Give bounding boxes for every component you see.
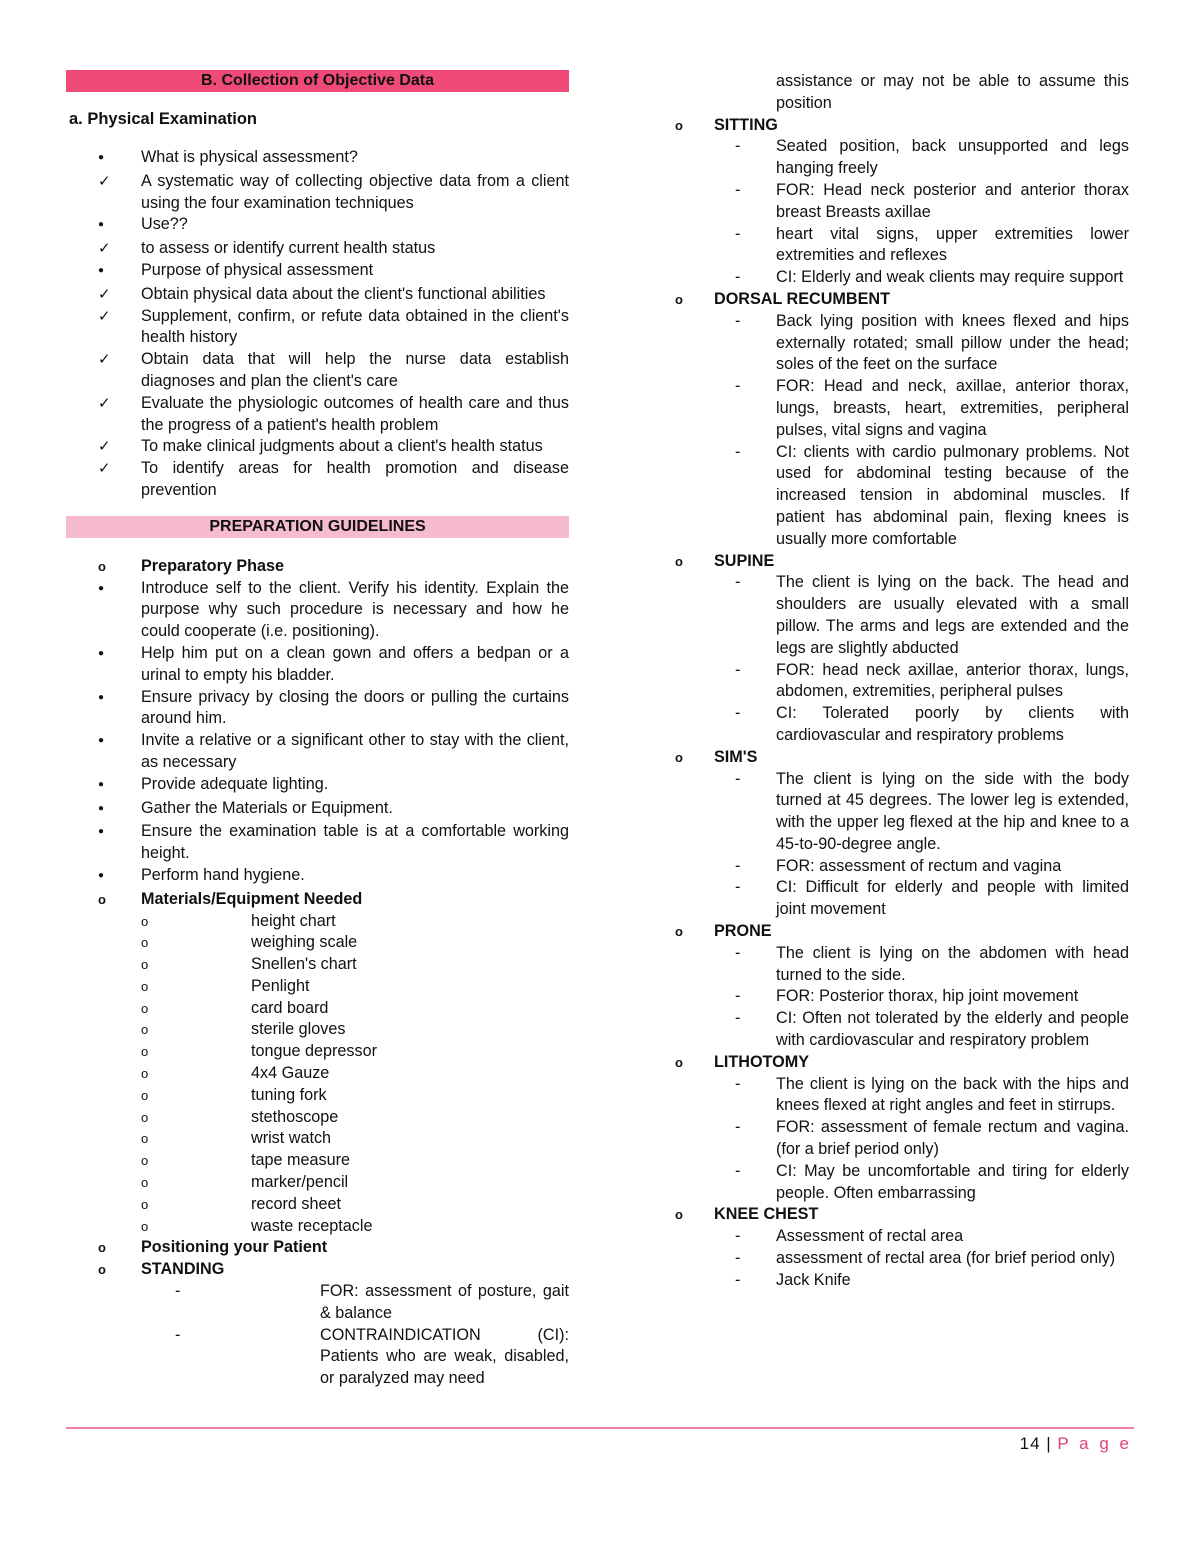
position-detail [667,442,1129,551]
circle-bullet-icon: o [141,1218,149,1234]
material-item [66,1216,569,1238]
list-item [66,798,569,822]
list-item-text: Perform hand hygiene. [141,865,305,884]
list-item-text: What is physical assessment? [141,148,358,166]
list-item-text: FOR: assessment of posture, gait & balance [320,1282,569,1322]
list-item-text: Snellen's chart [251,955,357,974]
list-item-text: FOR: Head neck posterior and anterior thorax breast Breasts axillae [776,180,1129,221]
bullet-icon [66,798,141,822]
list-item-text: The client is lying on the abdomen with head turned to the side. [776,943,1129,984]
dash-icon: - [735,268,741,287]
circle-bullet-icon: o [141,978,149,994]
position-detail [667,311,1129,376]
dash-icon: - [175,1282,181,1301]
dash-icon: - [735,573,741,592]
dash-icon: - [735,856,741,875]
list-item-text: Back lying position with knees flexed and hips externally rotated; small pillow under the head; soles of the feet on the surface [776,311,1129,374]
position-detail [667,1270,1129,1292]
page-number: 14 [1019,1434,1041,1453]
page-word: P a g e [1057,1434,1132,1453]
material-item [66,1172,569,1194]
standing-item [66,1281,569,1325]
list-item [66,171,569,215]
list-item-text: CONTRAINDICATION (CI): Patients who are weak, disabled, or paralyzed may need [320,1325,569,1388]
check-icon: ✓ [98,172,111,190]
position-heading [667,115,1129,137]
list-item-text: Ensure the examination table is at a comfortable working height. [141,822,569,863]
position-detail [667,877,1129,921]
material-item [66,1107,569,1129]
bullet-icon [66,821,141,845]
position-detail [667,136,1129,180]
list-item-text: To identify areas for health promotion and disease prevention [141,459,569,499]
list-item-text: Purpose of physical assessment [141,260,374,279]
right-column [667,71,1129,1292]
circle-bullet-icon: o [98,1240,106,1256]
position-heading [667,747,1129,769]
position-detail [667,1074,1129,1118]
list-item-text: tuning fork [251,1085,327,1104]
list-item-text: SITTING [714,115,778,134]
list-item [66,260,569,284]
sub-heading: a. Physical Examination [69,110,257,128]
list-item [66,643,569,687]
bullet-icon [66,147,141,171]
list-item-text: Invite a relative or a significant other to stay with the client, as necessary [141,731,569,771]
positions-list [667,115,1129,1292]
circle-bullet-icon: o [141,1044,149,1060]
circle-bullet-icon: o [675,749,683,765]
circle-bullet-icon: o [675,1207,683,1223]
list-item-text: Penlight [251,976,310,995]
check-icon: ✓ [98,240,111,258]
list-item-text: CI: May be uncomfortable and tiring for elderly people. Often embarrassing [776,1161,1129,1202]
dash-icon: - [735,1009,741,1028]
dash-icon: - [735,987,741,1006]
list-item-text: PRONE [714,922,772,941]
continued-text: assistance or may not be able to assume this position [776,72,1129,112]
footer-separator: | [1046,1434,1052,1453]
dash-icon: - [735,769,741,788]
position-heading [667,551,1129,573]
circle-bullet-icon: o [141,1175,149,1191]
circle-bullet-icon: o [141,935,149,951]
list-item-text: DORSAL RECUMBENT [714,289,890,308]
list-item-text: Provide adequate lighting. [141,774,329,793]
standing-item [66,1325,569,1390]
list-item-text: Materials/Equipment Needed [141,889,363,908]
list-item-text: tape measure [251,1151,350,1170]
list-item-text: card board [251,998,329,1017]
bullet-icon [66,214,141,238]
list-item-text: Use?? [141,215,188,234]
position-heading [667,1052,1129,1074]
list-item-text: KNEE CHEST [714,1205,819,1224]
list-item-text: SUPINE [714,551,775,570]
dash-icon: - [735,180,741,199]
check-icon: ✓ [98,460,111,478]
material-item [66,1128,569,1150]
list-item-text: FOR: head neck axillae, anterior thorax, lungs, abdomen, extremities, peripheral pulses [776,660,1129,701]
material-item [66,1063,569,1085]
check-icon: ✓ [98,438,111,456]
standing-list [66,1281,569,1390]
circle-bullet-icon: o [98,558,106,574]
list-item-text: sterile gloves [251,1020,346,1039]
circle-bullet-icon: o [141,1109,149,1125]
position-detail [667,660,1129,704]
position-detail [667,267,1129,289]
circle-bullet-icon: o [141,1153,149,1169]
list-item-text: tongue depressor [251,1042,377,1061]
dash-icon: - [735,442,741,461]
position-heading [667,1204,1129,1226]
list-item-text: Assessment of rectal area [776,1227,964,1246]
list-item-text: Evaluate the physiologic outcomes of health care and thus the progress of a patient's health problem [141,393,569,434]
check-icon: ✓ [98,307,111,325]
dash-icon: - [735,311,741,330]
list-item-text: CI: Tolerated poorly by clients with cardiovascular and respiratory problems [776,704,1129,744]
list-item [66,889,569,911]
list-item-text: Jack Knife [776,1270,851,1289]
position-detail [667,943,1129,987]
list-item [66,214,569,238]
dash-icon: - [735,1270,741,1289]
circle-bullet-icon: o [675,291,683,307]
list-item-text: height chart [251,911,336,930]
list-item-text: stethoscope [251,1107,339,1126]
dash-icon: - [735,1249,741,1268]
list-item-text: LITHOTOMY [714,1052,810,1071]
circle-bullet-icon: o [98,891,106,907]
check-icon: ✓ [98,351,111,369]
prep-list [66,556,569,911]
list-item-text: wrist watch [251,1129,332,1148]
list-item-text: FOR: assessment of female rectum and vagina. (for a brief period only) [776,1118,1129,1159]
list-item-text: Supplement, confirm, or refute data obtained in the client's health history [141,306,569,347]
list-item-text: Ensure privacy by closing the doors or pulling the curtains around him. [141,687,569,728]
position-heading [667,289,1129,311]
dash-icon: - [735,1118,741,1137]
standing-heading: o STANDING [66,1259,569,1281]
circle-bullet-icon: o [141,1000,149,1016]
list-item [66,774,569,798]
list-item-text: CI: clients with cardio pulmonary problems. Not used for abdominal testing because of the increased tension in abdominal muscles. If patient has abdominal pain, flexing knees is usually more comfortable [776,442,1129,548]
list-item-text: 4x4 Gauze [251,1064,330,1083]
position-detail [667,856,1129,878]
list-item-text: FOR: assessment of rectum and vagina [776,856,1062,875]
footer-rule [66,1427,1134,1429]
list-item [66,393,569,437]
list-item [66,821,569,865]
list-item-text: record sheet [251,1194,341,1213]
left-column [66,70,569,1390]
list-item-text: CI: Elderly and weak clients may require support [776,268,1124,287]
section-title: B. Collection of Objective Data [66,70,569,92]
circle-bullet-icon: o [141,1022,149,1038]
list-item-text: to assess or identify current health status [141,239,436,258]
circle-bullet-icon: o [675,1054,683,1070]
position-detail [667,1117,1129,1161]
list-item [66,578,569,643]
circle-bullet-icon: o [141,1131,149,1147]
position-detail [667,986,1129,1008]
dash-icon: - [735,224,741,243]
dash-icon: - [735,1227,741,1246]
circle-bullet-icon: o [675,924,683,940]
list-item [66,349,569,393]
list-item-text: Obtain data that will help the nurse data establish diagnoses and plan the client's care [141,350,569,390]
list-item [66,147,569,171]
bullet-icon [66,865,141,889]
list-item [66,458,569,502]
list-item [66,865,569,889]
dash-icon: - [735,1074,741,1093]
circle-bullet-icon: o [141,1087,149,1103]
list-item [66,284,569,306]
material-item [66,998,569,1020]
list-item-text: The client is lying on the back. The head and shoulders are usually elevated with a small pillow. The arms and legs are extended and the legs are slightly abducted [776,573,1129,657]
position-detail [667,1008,1129,1052]
list-item [66,730,569,774]
position-detail [667,376,1129,441]
circle-bullet-icon: o [141,1066,149,1082]
material-item [66,1150,569,1172]
bullet-icon [66,687,141,711]
list-item-text: marker/pencil [251,1173,349,1192]
material-item [66,1041,569,1063]
circle-bullet-icon: o [141,1196,149,1212]
list-item-text: CI: Difficult for elderly and people with limited joint movement [776,878,1129,919]
material-item [66,1085,569,1107]
dash-icon: - [735,943,741,962]
position-detail [667,1161,1129,1205]
dash-icon: - [735,137,741,156]
list-item-text: Introduce self to the client. Verify his identity. Explain the purpose why such procedure is necessary and how he could cooperate (i.e. positioning). [141,578,569,641]
position-heading [667,921,1129,943]
bullet-icon [66,643,141,667]
circle-bullet-icon: o [98,1262,106,1278]
check-icon: ✓ [98,394,111,412]
position-detail [667,1226,1129,1248]
list-item [66,556,569,578]
list-item-text: waste receptacle [251,1216,373,1235]
materials-list [66,911,569,1238]
prep-title: PREPARATION GUIDELINES [66,516,569,538]
bullet-icon [66,578,141,602]
list-item-text: Obtain physical data about the client's functional abilities [141,284,546,303]
bullet-icon [66,774,141,798]
dash-icon: - [735,704,741,723]
list-item-text: The client is lying on the back with the hips and knees flexed at right angles and feet in stirrups. [776,1074,1129,1115]
material-item [66,911,569,933]
list-item-text: To make clinical judgments about a client's health status [141,437,543,456]
positioning-heading: o Positioning your Patient [66,1237,569,1259]
position-detail [667,224,1129,268]
dash-icon: - [735,878,741,897]
material-item [66,976,569,998]
list-item-text: FOR: Head and neck, axillae, anterior thorax, lungs, breasts, heart, extremities, peripheral pulses, vital signs and vagina [776,377,1129,439]
list-item [66,306,569,350]
circle-bullet-icon: o [675,553,683,569]
position-detail [667,769,1129,856]
position-detail [667,1248,1129,1270]
dash-icon: - [735,660,741,679]
page-footer [1020,1434,1132,1454]
circle-bullet-icon: o [675,117,683,133]
list-item-text: The client is lying on the side with the body turned at 45 degrees. The lower leg is extended, with the upper leg flexed at the hip and knee to a 45-to-90-degree angle. [776,769,1129,853]
list-item-text: heart vital signs, upper extremities lower extremities and reflexes [776,224,1129,265]
position-detail [667,572,1129,659]
position-detail [667,180,1129,224]
list-item-text: SIM'S [714,747,758,766]
list-item-text: Gather the Materials or Equipment. [141,798,393,817]
dash-icon: - [175,1325,181,1344]
material-item [66,932,569,954]
list-item [66,687,569,731]
circle-bullet-icon: o [141,913,149,929]
list-item-text: CI: Often not tolerated by the elderly and people with cardiovascular and respiratory problem [776,1009,1129,1050]
list-item-text: Seated position, back unsupported and legs hanging freely [776,137,1129,178]
bullet-icon [66,260,141,284]
list-item-text: Help him put on a clean gown and offers a bedpan or a urinal to empty his bladder. [141,643,569,684]
check-icon: ✓ [98,285,111,303]
material-item [66,954,569,976]
material-item [66,1194,569,1216]
list-item-text: Preparatory Phase [141,556,285,575]
list-item-text: assessment of rectal area (for brief period only) [776,1249,1116,1268]
bullet-icon [66,730,141,754]
list-item-text: A systematic way of collecting objective data from a client using the four examination techniques [141,171,569,212]
list-item [66,436,569,458]
circle-bullet-icon: o [141,957,149,973]
dash-icon: - [735,1161,741,1180]
list-item [66,238,569,260]
material-item [66,1019,569,1041]
exam-list [66,147,569,502]
dash-icon: - [735,377,741,396]
list-item-text: FOR: Posterior thorax, hip joint movement [776,987,1079,1006]
position-detail [667,703,1129,747]
list-item-text: weighing scale [251,933,358,952]
